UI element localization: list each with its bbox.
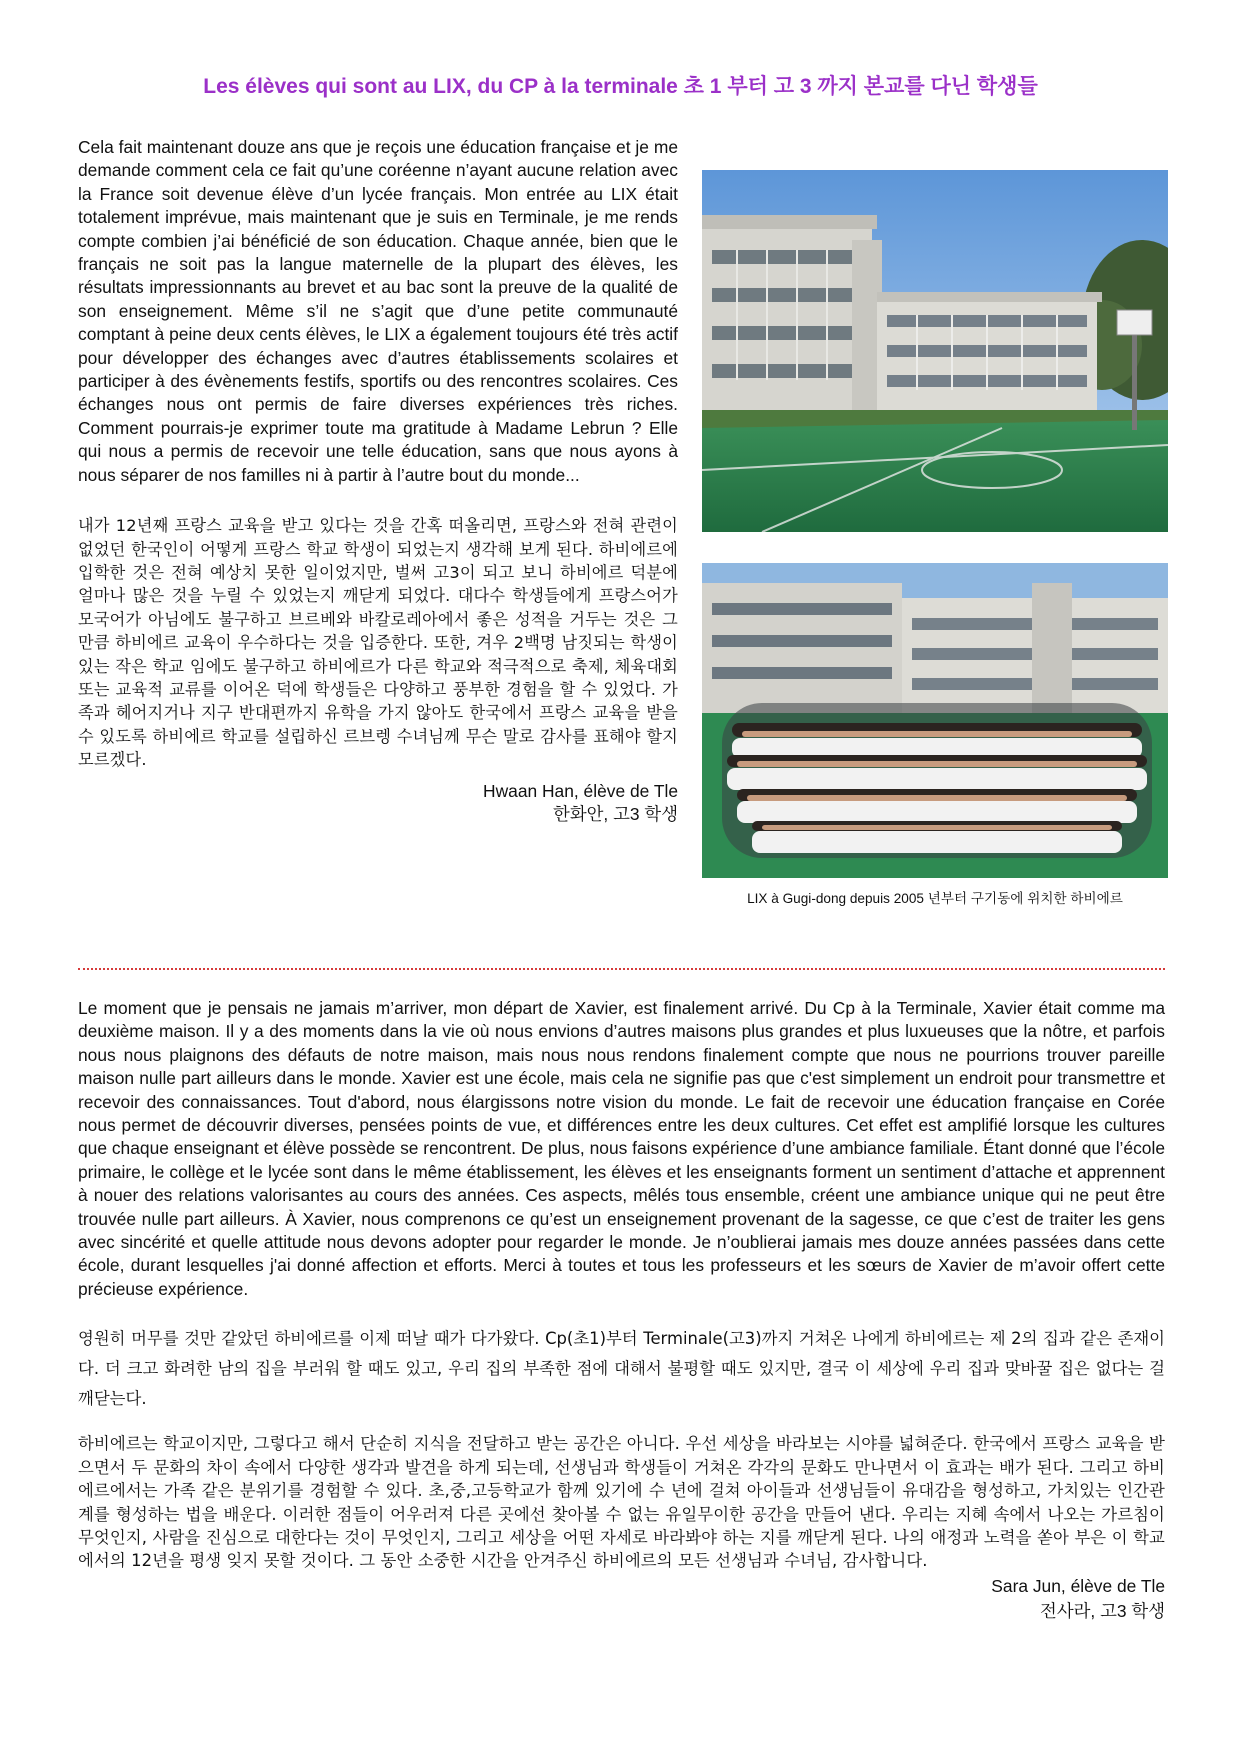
author-hwaan-fr: Hwaan Han, élève de Tle <box>483 780 678 801</box>
school-group-photo <box>702 563 1168 878</box>
author-sara-fr: Sara Jun, élève de Tle <box>991 1575 1165 1596</box>
article-hwaan-ko: 내가 12년째 프랑스 교육을 받고 있다는 것을 간혹 떠올리면, 프랑스와 전혀 관련이 없었던 한국인이 어떻게 프랑스 학교 학생이 되었는지 생각해 보게 된다. 하비에르에 입학한 것은 전혀 예상치 못한 일이었지만, 벌써 고3이 되고 보니 하비에르 덕분에 얼마나 많은 것을 누릴 수 있었는지 깨닫게 되었다. 대다수 학생들에게 프랑스어가 모국어가 아님에도 불구하고 브르베와 바칼로레아에서 좋은 성적을 거두는 것은 그 만큼 하비에르 교육이 우수하다는 것을 입증한다. 또한, 겨우 2백명 남짓되는 학생이 있는 작은 학교 임에도 불구하고 하비에르가 다른 학교와 적극적으로 축제, 체육대회 또는 교육적 교류를 이어온 덕에 학생들은 다양하고 풍부한 경험을 할 수 있었다. 가족과 헤어지거나 지구 반대편까지 유학을 가지 않아도 한국에서 프랑스 교육을 받을 수 있도록 하비에르 학교를 설립하신 르브렝 수녀님께 무슨 말로 감사를 표해야 할지 모르겠다. <box>78 516 678 770</box>
photo-caption: LIX à Gugi-dong depuis 2005 년부터 구기동에 위치한 하비에르 <box>747 891 1123 906</box>
author-sara-ko: 전사라, 고3 학생 <box>1040 1601 1165 1622</box>
section-divider <box>78 968 1165 970</box>
page-title: Les élèves qui sont au LIX, du CP à la terminale 초 1 부터 고 3 까지 본교를 다닌 학생들 <box>203 75 1038 98</box>
school-building-photo <box>702 170 1168 532</box>
article-hwaan <box>78 136 678 826</box>
article-hwaan-fr: Cela fait maintenant douze ans que je reçois une éducation française et je me demande comment cela ce fait qu’une coréenne n’ayant aucune relation avec la France soit devenue élève d’un lycée français. Mon entrée au LIX était totalement imprévue, mais maintenant que je suis en Terminale, je me rends compte combien j’ai bénéficié de son éducation. Chaque année, bien que le français ne soit pas la langue maternelle de la plupart des élèves, les résultats impressionnants au brevet et au bac sont la preuve de la qualité de son enseignement. Même s’il ne s’agit que d’une petite communauté comptant à peine deux cents élèves, le LIX a également toujours été très actif pour développer des échanges avec d’autres établissements scolaires et participer à des évènements festifs, sportifs ou des rencontres scolaires. Ces échanges nous ont permis de faire diverses expériences très riches. Comment pourrais-je exprimer toute ma gratitude à Madame Lebrun ? Elle qui nous a permis de recevoir une telle éducation, sans que nous ayons à nous séparer de nos familles ni à partir à l’autre bout du monde... <box>78 137 678 485</box>
article-sara-ko-2: 하비에르는 학교이지만, 그렇다고 해서 단순히 지식을 전달하고 받는 공간은 아니다. 우선 세상을 바라보는 시야를 넓혀준다. 한국에서 프랑스 교육을 받으면서 두 문화의 차이 속에서 다양한 생각과 발견을 하게 되는데, 선생님과 학생들이 거쳐온 각각의 문화도 만나면서 이 효과는 배가 된다. 그리고 하비에르에서는 가족 같은 분위기를 경험할 수 있다. 초,중,고등학교가 함께 있기에 수 년에 걸쳐 아이들과 선생님들이 유대감을 형성하고, 가치있는 인간관계를 형성하는 법을 배운다. 이러한 점들이 어우러져 다른 곳에선 찾아볼 수 없는 유일무이한 공간을 만들어 낸다. 우리는 지혜 속에서 나오는 가르침이 무엇인지, 사람을 진심으로 대한다는 것이 무엇인지, 그리고 세상을 어떤 자세로 바라봐야 하는 지를 깨닫게 된다. 나의 애정과 노력을 쏟아 부은 이 학교에서의 12년을 평생 잊지 못할 것이다. 그 동안 소중한 시간을 안겨주신 하비에르의 모든 선생님과 수녀님, 감사합니다. <box>78 1434 1165 1571</box>
author-hwaan-ko: 한화안, 고3 학생 <box>553 803 678 824</box>
article-sara <box>78 997 1165 1624</box>
article-sara-ko-1: 영원히 머무를 것만 같았던 하비에르를 이제 떠날 때가 다가왔다. Cp(초1)부터 Terminale(고3)까지 거쳐온 나에게 하비에르는 제 2의 집과 같은 존재이다. 더 크고 화려한 남의 집을 부러워 할 때도 있고, 우리 집의 부족한 점에 대해서 불평할 때도 있지만, 결국 이 세상에 우리 집과 맞바꿀 집은 없다는 걸 깨닫는다. <box>78 1329 1165 1409</box>
article-sara-fr: Le moment que je pensais ne jamais m’arriver, mon départ de Xavier, est finalement arrivé. Du Cp à la Terminale, Xavier était comme ma deuxième maison. Il y a des moments dans la vie où nous envions d’autres maisons plus grandes et plus luxueuses que la nôtre, et parfois nous nous plaignons des défauts de notre maison, mais nous nous rendons finalement compte que nous ne pourrions trouver pareille maison nulle part ailleurs dans le monde. Xavier est une école, mais cela ne signifie pas que c'est simplement un endroit pour transmettre et recevoir des connaissances. Tout d'abord, nous élargissons notre vision du monde. Le fait de recevoir une éducation française en Corée nous permet de découvrir diverses, pensées points de vue, et différences entre les deux cultures. Cet effet est amplifié lorsque les cultures que chaque enseignant et élève possède se rencontrent. De plus, nous faisons expérience d’une ambiance familiale. Étant donné que l’école primaire, le collège et le lycée sont dans le même établissement, les élèves et les enseignants forment un sentiment d’attache et apprennent à nouer des relations valorisantes au cours des années. Ces aspects, mêlés tous ensemble, créent une ambiance unique qui ne peut être trouvée nulle part ailleurs. À Xavier, nous comprenons ce qu’est un enseignement provenant de la sagesse, ce que c’est de traiter les gens avec sincérité et quelle attitude nous devons adopter pour regarder le monde. Je n’oublierai jamais mes douze années passées dans cette école, durant lesquelles j'ai donné affection et efforts. Merci à toutes et tous les professeurs et les sœurs de Xavier de m’avoir offert cette précieuse expérience. <box>78 998 1165 1299</box>
